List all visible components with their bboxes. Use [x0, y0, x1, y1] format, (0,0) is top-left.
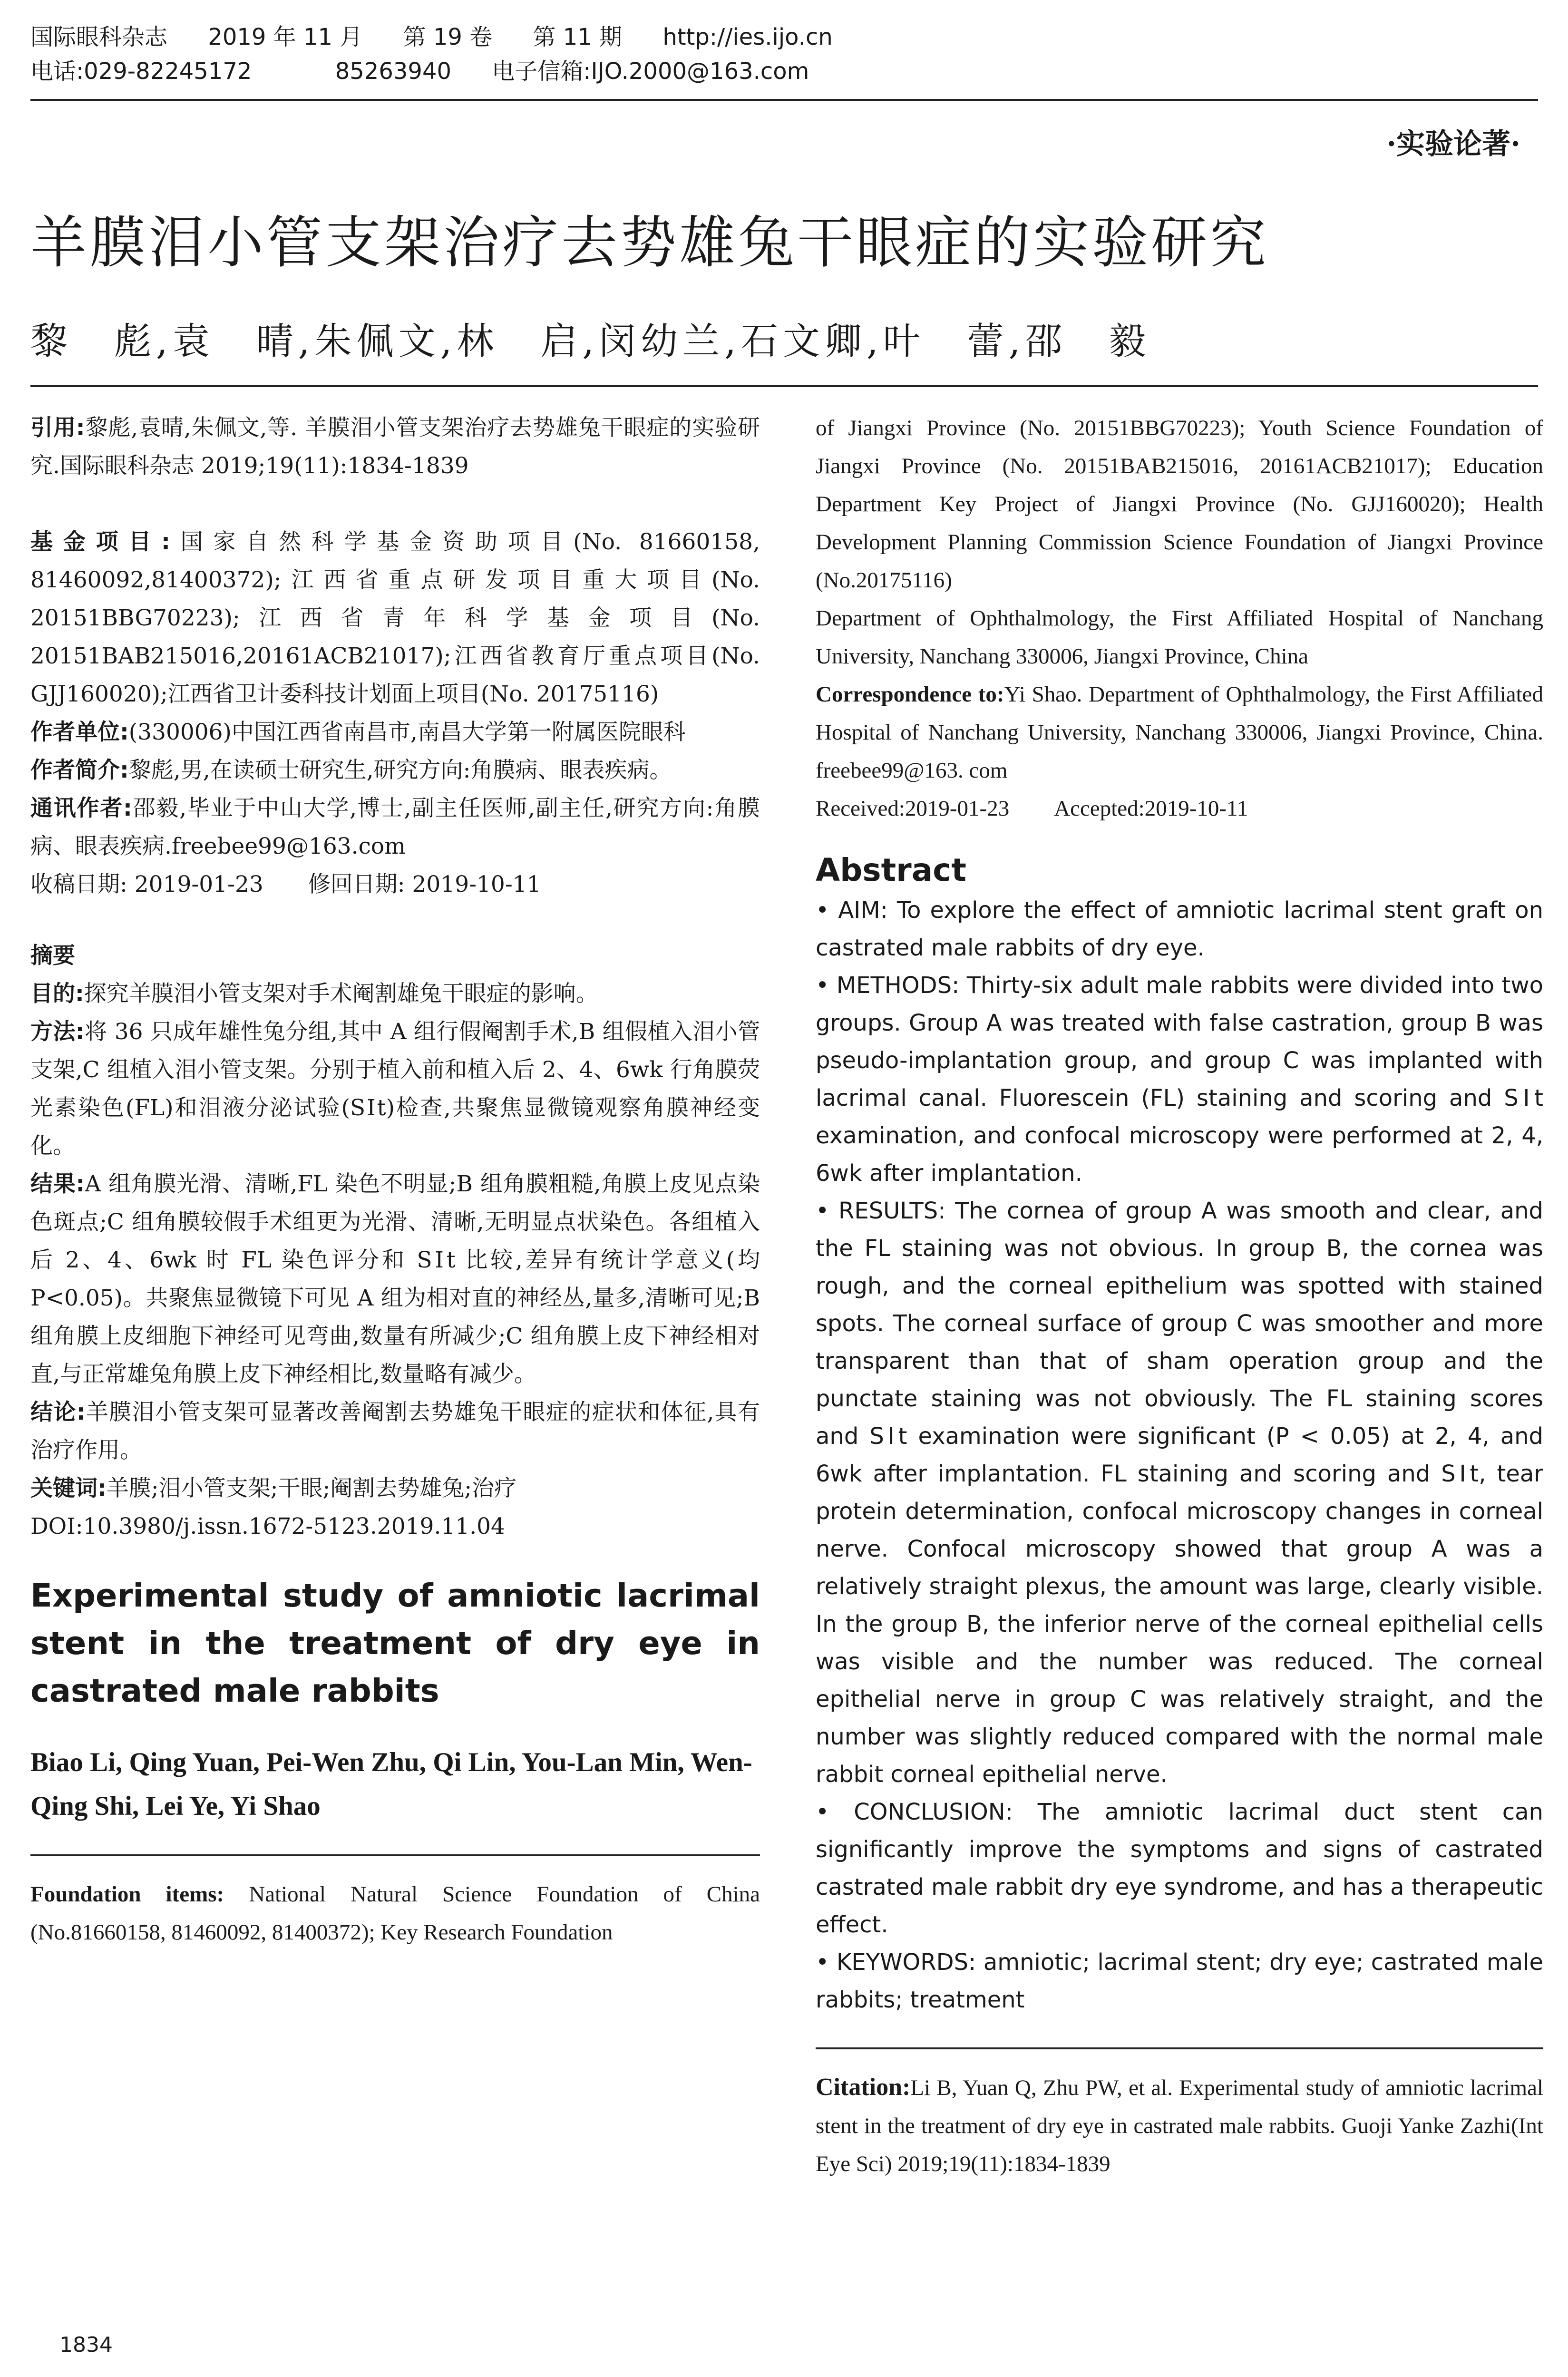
- methods-text: 将 36 只成年雄性兔分组,其中 A 组行假阉割手术,B 组假植入泪小管支架,C 组植入泪小管支架。分别于植入前和植入后 2、4、6wk 行角膜荧光素染色(FL)和泪液分泌试验(SⅠt)检查,共聚焦显微镜观察角膜神经变化。: [30, 1019, 760, 1159]
- funding-label: 基金项目:: [30, 529, 170, 555]
- citation-en-label: Citation:: [816, 2074, 911, 2101]
- author-bio-label: 作者简介:: [30, 757, 129, 783]
- foundation-en: [30, 1875, 760, 1951]
- author-bio-text: 黎彪,男,在读硕士研究生,研究方向:角膜病、眼表疾病。: [128, 757, 672, 783]
- foundation-text: National Natural Science Foundation of China (No.81660158, 81460092, 81400372); Key Research Foundation: [30, 1882, 760, 1945]
- keywords-label: 关键词:: [30, 1475, 107, 1501]
- authors-english: Biao Li, Qing Yuan, Pei-Wen Zhu, Qi Lin, You-Lan Min, Wen-Qing Shi, Lei Ye, Yi Shao: [30, 1747, 752, 1821]
- journal-url[interactable]: http://ies.ijo.cn: [662, 24, 833, 50]
- title-english: Experimental study of amniotic lacrimal stent in the treatment of dry eye in castrated male rabbits: [30, 1577, 760, 1709]
- aim-cn: [30, 975, 760, 1013]
- results-cn: [30, 1165, 760, 1393]
- citation-en-text: Li B, Yuan Q, Zhu PW, et al. Experimental study of amniotic lacrimal stent in the treatment of dry eye in castrated male rabbits. Guoji Yanke Zazhi(Int Eye Sci) 2019;19(11):1834-1839: [816, 2075, 1543, 2176]
- page-number: 1834: [59, 2333, 113, 2357]
- conclusion-text: 羊膜泪小管支架可显著改善阉割去势雄兔干眼症的症状和体征,具有治疗作用。: [30, 1399, 760, 1463]
- journal-header: [30, 20, 1538, 88]
- citation-cn: [30, 409, 760, 485]
- conclusion-cn: [30, 1393, 760, 1470]
- citation-text: 黎彪,袁晴,朱佩文,等. 羊膜泪小管支架治疗去势雄兔干眼症的实验研究.国际眼科杂志 2019;19(11):1834-1839: [30, 415, 760, 479]
- conclusion-en-text: The amniotic lacrimal duct stent can significantly improve the symptoms and signs of castrated castrated male rabbit dry eye syndrome, and has a therapeutic effect.: [816, 1799, 1543, 1938]
- results-en: [816, 1192, 1543, 1793]
- header-divider: [30, 99, 1538, 101]
- correspondence-en: [816, 675, 1543, 789]
- correspondence-label: Correspondence to:: [816, 682, 1004, 707]
- methods-en-label: • METHODS:: [816, 972, 960, 999]
- email[interactable]: 电子信箱:IJO.2000@163.com: [492, 58, 809, 85]
- results-en-label: • RESULTS:: [816, 1198, 946, 1224]
- methods-en-text: Thirty-six adult male rabbits were divided into two groups. Group A was treated with false castration, group B was pseudo-implantation group, and group C was implanted with lacrimal canal. Fluorescein (FL) staining and scoring and SⅠt examination, and confocal microscopy were performed at 2, 4, 6wk after implantation.: [816, 972, 1543, 1187]
- issue-date: 2019 年 11 月: [208, 24, 363, 50]
- left-column: [30, 409, 760, 1951]
- title-chinese: 羊膜泪小管支架治疗去势雄兔干眼症的实验研究: [30, 210, 1269, 275]
- affiliation-label: 作者单位:: [30, 719, 129, 745]
- results-en-text: The cornea of group A was smooth and clear, and the FL staining was not obvious. In group B, the cornea was rough, and the corneal epithelium was spotted with stained spots. The corneal surface of group C was smoother and more transparent than that of sham operation group and the punctate staining was not obviously. The FL staining scores and SⅠt examination were significant (P < 0.05) at 2, 4, and 6wk after implantation. FL staining and scoring and SⅠt, tear protein determination, confocal microscopy changes in corneal nerve. Confocal microscopy showed that group A was a relatively straight plexus, the amount was large, clearly visible. In the group B, the inferior nerve of the corneal epithelial cells was visible and the number was reduced. The corneal epithelial nerve in group C was relatively straight, and the number was slightly reduced compared with the normal male rabbit corneal epithelial nerve.: [816, 1198, 1544, 1788]
- foundation-continued: of Jiangxi Province (No. 20151BBG70223); Youth Science Foundation of Jiangxi Province (No. 20151BAB215016, 20161ACB21017); Education Department Key Project of Jiangxi Province (No. GJJ160020); Health Development Planning Commission Science Foundation of Jiangxi Province (No.20175116): [816, 416, 1543, 593]
- author-bio-cn: [30, 751, 760, 789]
- keywords-cn: [30, 1470, 760, 1508]
- keywords-en-text: amniotic; lacrimal stent; dry eye; castrated male rabbits; treatment: [816, 1949, 1544, 2013]
- abstract-heading-en: Abstract: [816, 852, 966, 888]
- header-line-1: [30, 20, 1538, 54]
- aim-text: 探究羊膜泪小管支架对手术阉割雄兔干眼症的影响。: [84, 981, 598, 1007]
- correspondence-text: Yi Shao. Department of Ophthalmology, the First Affiliated Hospital of Nanchang University, Nanchang 330006, Jiangxi Province, China. freebee99@163. com: [816, 682, 1543, 783]
- authors-chinese: 黎 彪,袁 晴,朱佩文,林 启,闵幼兰,石文卿,叶 蕾,邵 毅: [30, 320, 1151, 363]
- right-column: [816, 409, 1543, 2183]
- funding-text: 国家自然科学基金资助项目(No. 81660158, 81460092,81400372);江西省重点研发项目重大项目(No. 20151BBG70223);江西省青年科学基金项目(No. 20151BAB215016,20161ACB21017);江西省教育厅重点项目(No. GJJ160020);江西省卫计委科技计划面上项目(No. 20175116): [30, 529, 760, 707]
- header-line-2: [30, 54, 1538, 88]
- citation-label: 引用:: [30, 415, 85, 441]
- methods-en: [816, 967, 1543, 1192]
- keywords-en-label: • KEYWORDS:: [816, 1949, 976, 1976]
- results-label: 结果:: [30, 1171, 85, 1197]
- affiliation-text: (330006)中国江西省南昌市,南昌大学第一附属医院眼科: [128, 719, 686, 745]
- title-divider: [30, 385, 1538, 387]
- phone: 电话:029-82245172: [30, 58, 252, 85]
- aim-label: 目的:: [30, 981, 84, 1007]
- aim-en-label: • AIM:: [816, 897, 888, 924]
- section-tag: ·实验论著·: [1386, 127, 1520, 161]
- methods-cn: [30, 1013, 760, 1165]
- conclusion-label: 结论:: [30, 1399, 86, 1425]
- conclusion-en: [816, 1793, 1543, 1944]
- foundation-label: Foundation items:: [30, 1882, 224, 1907]
- aim-en: [816, 892, 1543, 967]
- corresponding-text: 邵毅,毕业于中山大学,博士,副主任医师,副主任,研究方向:角膜病、眼表疾病.freebee99@163.com: [30, 795, 760, 859]
- journal-name: 国际眼科杂志: [30, 24, 168, 50]
- department-en: Department of Ophthalmology, the First Affiliated Hospital of Nanchang University, Nanchang 330006, Jiangxi Province, China: [816, 606, 1543, 669]
- results-text: A 组角膜光滑、清晰,FL 染色不明显;B 组角膜粗糙,角膜上皮见点染色斑点;C 组角膜较假手术组更为光滑、清晰,无明显点状染色。各组植入后 2、4、6wk 时 FL 染色评分和 SⅠt 比较,差异有统计学意义(均 P<0.05)。共聚焦显微镜下可见 A 组为相对直的神经丛,量多,清晰可见;B 组角膜上皮细胞下神经可见弯曲,数量有所减少;C 组角膜上皮下神经相对直,与正常雄兔角膜上皮下神经相比,数量略有减少。: [30, 1171, 760, 1387]
- corresponding-label: 通讯作者:: [30, 795, 132, 821]
- dates-en: Received:2019-01-23 Accepted:2019-10-11: [816, 796, 1248, 821]
- abstract-heading-cn: 摘要: [30, 943, 75, 969]
- citation-en: [816, 2068, 1543, 2183]
- aim-en-text: To explore the effect of amniotic lacrimal stent graft on castrated male rabbits of dry eye.: [816, 897, 1543, 961]
- doi[interactable]: DOI:10.3980/j.issn.1672-5123.2019.11.04: [30, 1513, 505, 1539]
- citation-divider: [816, 2047, 1543, 2049]
- funding-cn: [30, 523, 760, 713]
- keywords-en: [816, 1944, 1543, 2019]
- volume: 第 19 卷: [403, 24, 493, 50]
- methods-label: 方法:: [30, 1019, 85, 1045]
- authors-divider: [30, 1854, 760, 1856]
- keywords-text: 羊膜;泪小管支架;干眼;阉割去势雄兔;治疗: [106, 1475, 517, 1501]
- issue-number: 第 11 期: [533, 24, 623, 50]
- corresponding-cn: [30, 789, 760, 866]
- affiliation-cn: [30, 713, 760, 751]
- conclusion-en-label: • CONCLUSION:: [816, 1799, 1013, 1825]
- phone-2: 85263940: [335, 58, 452, 85]
- dates-cn: 收稿日期: 2019-01-23 修回日期: 2019-10-11: [30, 871, 541, 897]
